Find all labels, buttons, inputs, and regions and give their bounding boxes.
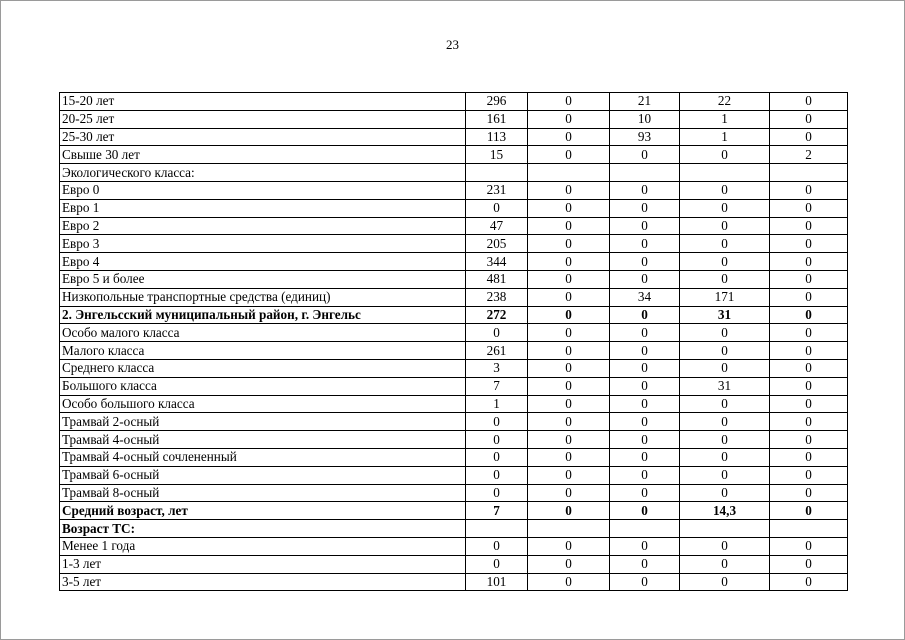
table-cell [610,164,680,182]
table-cell: 0 [610,324,680,342]
table-row [60,484,848,502]
table-cell: 0 [680,573,770,591]
table-cell: 1 [680,110,770,128]
table-row [60,359,848,377]
table-cell: 21 [610,93,680,111]
table-cell: 0 [466,413,528,431]
row-label: Трамвай 6-осный [60,466,466,484]
row-label: 15-20 лет [60,93,466,111]
table-cell: 0 [610,502,680,520]
page-number: 23 [446,37,459,52]
row-label: Трамвай 4-осный [60,431,466,449]
table-cell: 22 [680,93,770,111]
table-cell: 31 [680,377,770,395]
table-cell: 0 [770,359,848,377]
row-label: Малого класса [60,342,466,360]
table-row [60,395,848,413]
row-label: 25-30 лет [60,128,466,146]
table-cell: 205 [466,235,528,253]
table-cell: 0 [528,270,610,288]
table-cell: 0 [528,466,610,484]
table-cell: 0 [680,270,770,288]
data-table [59,92,848,591]
table-cell: 261 [466,342,528,360]
row-label: Менее 1 года [60,537,466,555]
table-row [60,235,848,253]
table-cell: 0 [610,448,680,466]
table-cell: 0 [610,235,680,253]
table-cell: 0 [528,359,610,377]
table-cell: 0 [610,342,680,360]
table-cell: 31 [680,306,770,324]
table-cell: 0 [528,431,610,449]
table-cell: 0 [610,181,680,199]
table-cell: 0 [770,413,848,431]
table-row [60,520,848,538]
table-row [60,270,848,288]
table-cell: 0 [770,253,848,271]
table-row [60,324,848,342]
table-cell: 0 [528,110,610,128]
table-cell: 0 [466,199,528,217]
table-row [60,199,848,217]
table-cell: 2 [770,146,848,164]
table-cell: 0 [610,484,680,502]
table-cell: 0 [610,377,680,395]
table-cell: 0 [528,484,610,502]
table-cell: 101 [466,573,528,591]
table-row [60,93,848,111]
table-cell: 0 [528,146,610,164]
table-cell [528,520,610,538]
row-label: 3-5 лет [60,573,466,591]
table-cell: 3 [466,359,528,377]
table-cell: 0 [770,128,848,146]
table-row [60,537,848,555]
row-label: Трамвай 2-осный [60,413,466,431]
table-row [60,448,848,466]
table-cell: 0 [680,146,770,164]
table-cell: 296 [466,93,528,111]
table-cell: 0 [770,270,848,288]
table-cell: 272 [466,306,528,324]
table-cell: 344 [466,253,528,271]
table-cell: 0 [680,253,770,271]
table-cell: 0 [770,537,848,555]
table-cell: 0 [610,573,680,591]
table-cell: 0 [528,324,610,342]
table-cell: 0 [466,431,528,449]
table-cell: 0 [680,484,770,502]
row-label: Большого класса [60,377,466,395]
row-label: Низкопольные транспортные средства (единиц) [60,288,466,306]
table-cell: 0 [770,342,848,360]
table-cell: 0 [610,395,680,413]
table-cell: 0 [466,484,528,502]
table-cell: 0 [528,555,610,573]
table-cell: 0 [680,235,770,253]
table-cell: 0 [770,288,848,306]
table-cell: 93 [610,128,680,146]
table-cell: 0 [770,484,848,502]
table-cell: 34 [610,288,680,306]
table-cell: 0 [680,431,770,449]
table-cell: 0 [680,342,770,360]
row-label: Экологического класса: [60,164,466,182]
table-cell: 171 [680,288,770,306]
table-cell: 0 [770,181,848,199]
table-cell: 0 [528,448,610,466]
table-cell: 0 [528,235,610,253]
table-cell [466,520,528,538]
table-cell: 0 [680,466,770,484]
table-cell: 0 [528,537,610,555]
table-cell: 0 [528,181,610,199]
table-row [60,342,848,360]
table-cell: 0 [770,395,848,413]
row-label: Возраст ТС: [60,520,466,538]
table-cell: 0 [610,146,680,164]
table-cell: 0 [610,199,680,217]
table-cell: 0 [528,93,610,111]
row-label: Особо малого класса [60,324,466,342]
table-cell [610,520,680,538]
table-row [60,146,848,164]
table-cell: 0 [466,324,528,342]
row-label: Трамвай 8-осный [60,484,466,502]
table-cell: 0 [528,128,610,146]
table-row [60,253,848,271]
table-cell: 0 [770,555,848,573]
table-cell: 7 [466,377,528,395]
table-cell: 0 [610,466,680,484]
table-cell [770,520,848,538]
table-row [60,110,848,128]
table-row [60,217,848,235]
table-cell: 0 [680,217,770,235]
table-cell: 0 [528,395,610,413]
table-cell: 0 [466,466,528,484]
table-cell: 0 [610,537,680,555]
table-row [60,573,848,591]
table-cell: 0 [528,199,610,217]
table-cell: 0 [528,413,610,431]
table-cell: 0 [680,555,770,573]
row-label: Трамвай 4-осный сочлененный [60,448,466,466]
table-cell: 238 [466,288,528,306]
table-cell: 161 [466,110,528,128]
table-cell [466,164,528,182]
table-cell: 0 [770,199,848,217]
table-cell: 0 [610,270,680,288]
table-cell [680,164,770,182]
row-label: Среднего класса [60,359,466,377]
table-cell: 1 [466,395,528,413]
table-cell: 0 [770,235,848,253]
table-cell [680,520,770,538]
table-cell: 1 [680,128,770,146]
table-cell: 0 [680,359,770,377]
table-cell: 47 [466,217,528,235]
table-cell [770,164,848,182]
table-cell: 15 [466,146,528,164]
table-cell: 0 [680,181,770,199]
table-cell: 0 [528,573,610,591]
table-cell: 0 [770,93,848,111]
table-cell: 14,3 [680,502,770,520]
table-cell: 0 [610,217,680,235]
table-cell: 0 [770,502,848,520]
table-cell: 0 [680,413,770,431]
table-row [60,413,848,431]
table-row [60,502,848,520]
table-cell: 0 [528,217,610,235]
row-label: Средний возраст, лет [60,502,466,520]
table-cell: 0 [528,502,610,520]
row-label: Евро 3 [60,235,466,253]
row-label: Евро 4 [60,253,466,271]
table-row [60,555,848,573]
table-cell: 0 [528,306,610,324]
table-row [60,288,848,306]
table-cell: 481 [466,270,528,288]
table-cell: 0 [680,448,770,466]
table-cell: 0 [680,537,770,555]
table-cell: 0 [528,377,610,395]
table-cell: 0 [528,253,610,271]
table-row [60,377,848,395]
row-label: Евро 1 [60,199,466,217]
table-cell: 0 [610,359,680,377]
table-cell: 10 [610,110,680,128]
table-cell: 0 [770,110,848,128]
table-cell: 0 [770,448,848,466]
table-cell: 0 [770,306,848,324]
table-cell: 0 [610,431,680,449]
table-row [60,431,848,449]
table-cell: 231 [466,181,528,199]
table-cell: 0 [680,199,770,217]
table-cell: 0 [610,253,680,271]
row-label: Особо большого класса [60,395,466,413]
table-cell: 0 [770,466,848,484]
row-label: 20-25 лет [60,110,466,128]
table-row [60,181,848,199]
table-cell: 0 [466,555,528,573]
table-cell: 0 [610,306,680,324]
row-label: 1-3 лет [60,555,466,573]
table-cell: 0 [680,395,770,413]
row-label: Евро 2 [60,217,466,235]
table-row [60,306,848,324]
table-cell: 113 [466,128,528,146]
table-cell: 0 [528,342,610,360]
table-cell: 0 [680,324,770,342]
table-cell: 0 [770,431,848,449]
table-cell: 0 [770,217,848,235]
row-label: 2. Энгельсский муниципальный район, г. Энгельс [60,306,466,324]
table-cell: 0 [610,555,680,573]
row-label: Свыше 30 лет [60,146,466,164]
table-cell: 0 [770,573,848,591]
table-row [60,128,848,146]
table-cell: 7 [466,502,528,520]
table-row [60,164,848,182]
table-cell: 0 [466,448,528,466]
table-cell: 0 [770,377,848,395]
table-cell: 0 [466,537,528,555]
table-row [60,466,848,484]
row-label: Евро 0 [60,181,466,199]
table-cell: 0 [528,288,610,306]
table-cell: 0 [770,324,848,342]
table-cell [528,164,610,182]
table-cell: 0 [610,413,680,431]
row-label: Евро 5 и более [60,270,466,288]
